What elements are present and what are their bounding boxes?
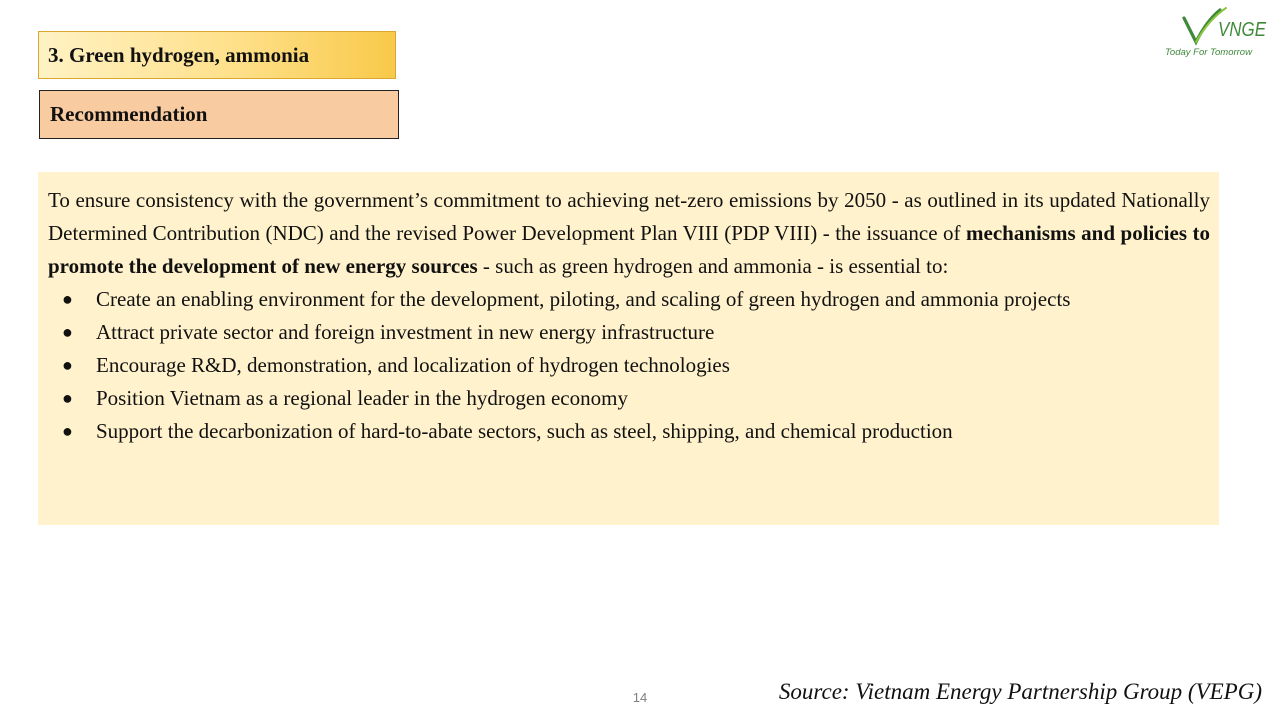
source-citation: Source: Vietnam Energy Partnership Group (VEPG) [778, 679, 1262, 704]
logo-tagline: Today For Tomorrow [1165, 47, 1252, 58]
bullet-icon: ● [62, 355, 73, 375]
intro-text-bold: mechanisms and policies to promote the development of new energy sources [48, 221, 1210, 278]
recommendation-heading-text: Recommendation [50, 102, 208, 126]
list-item-text: Create an enabling environment for the development, piloting, and scaling of green hydrogen and ammonia projects [96, 287, 1071, 311]
list-item [48, 415, 1210, 448]
page-number: 14 [632, 690, 648, 705]
list-item-text: Position Vietnam as a regional leader in the hydrogen economy [96, 386, 628, 410]
recommendation-list [48, 283, 1210, 448]
list-item-text: Encourage R&D, demonstration, and localization of hydrogen technologies [96, 353, 730, 377]
list-item [48, 283, 1210, 316]
recommendation-content [38, 172, 1219, 525]
list-item [48, 316, 1210, 349]
bullet-icon: ● [62, 289, 73, 309]
bullet-icon: ● [62, 421, 73, 441]
list-item-text: Attract private sector and foreign investment in new energy infrastructure [96, 320, 715, 344]
section-title-text: 3. Green hydrogen, ammonia [48, 42, 310, 67]
recommendation-heading [39, 90, 399, 139]
bullet-icon: ● [62, 322, 73, 342]
vnge-logo-icon [1180, 6, 1270, 46]
bullet-icon: ● [62, 388, 73, 408]
intro-paragraph [48, 184, 1210, 283]
vnge-logo [1160, 6, 1278, 62]
intro-text-end: - such as green hydrogen and ammonia - is essential to: [477, 254, 949, 278]
list-item [48, 382, 1210, 415]
section-title [38, 31, 396, 79]
list-item-text: Support the decarbonization of hard-to-abate sectors, such as steel, shipping, and chemical production [96, 419, 953, 443]
vnge-logo-text: VNGE [1218, 19, 1267, 41]
list-item [48, 349, 1210, 382]
intro-text-start: To ensure consistency with the government’s commitment to achieving net-zero emissions by 2050 - as outlined in its updated Nationally Determined Contribution (NDC) and the revised Power Development Plan VIII (PDP VIII) - the issuance of [48, 188, 1210, 245]
